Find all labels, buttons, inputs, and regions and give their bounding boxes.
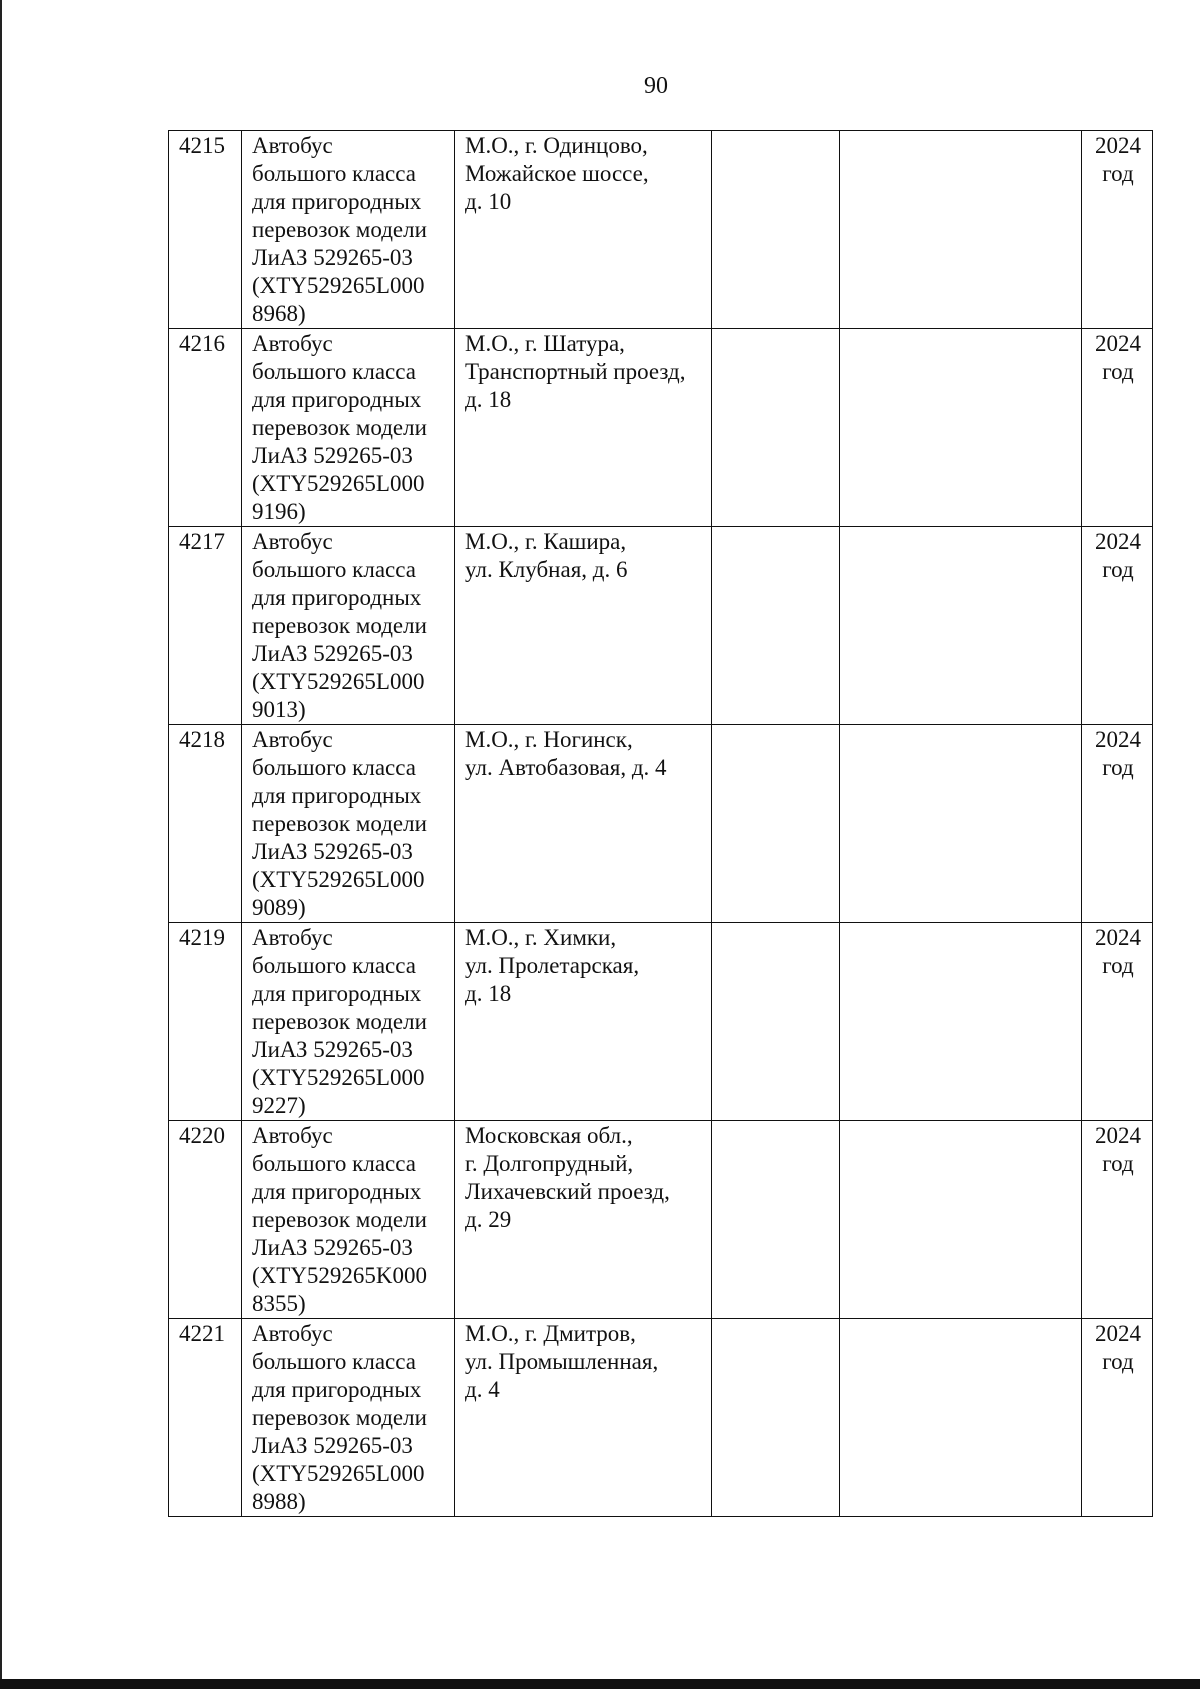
vehicle-registry-table bbox=[168, 130, 1153, 1517]
address-cell: М.О., г. Кашира, ул. Клубная, д. 6 bbox=[455, 527, 712, 725]
row-number-cell: 4219 bbox=[169, 923, 242, 1121]
row-number-cell: 4216 bbox=[169, 329, 242, 527]
empty-cell bbox=[840, 725, 1082, 923]
page-number: 90 bbox=[644, 73, 668, 99]
empty-cell bbox=[840, 131, 1082, 329]
vehicle-name-cell: Автобус большого класса для пригородных перевозок модели ЛиАЗ 529265-03 (XTY529265L000 8968) bbox=[242, 131, 455, 329]
empty-cell bbox=[712, 329, 840, 527]
vehicle-name-cell: Автобус большого класса для пригородных перевозок модели ЛиАЗ 529265-03 (XTY529265L000 8988) bbox=[242, 1319, 455, 1517]
empty-cell bbox=[712, 725, 840, 923]
vehicle-name-cell: Автобус большого класса для пригородных перевозок модели ЛиАЗ 529265-03 (XTY529265L000 9013) bbox=[242, 527, 455, 725]
empty-cell bbox=[840, 329, 1082, 527]
empty-cell bbox=[712, 923, 840, 1121]
year-cell: 2024 год bbox=[1082, 725, 1153, 923]
table-row bbox=[169, 923, 1153, 1121]
year-cell: 2024 год bbox=[1082, 527, 1153, 725]
address-cell: М.О., г. Одинцово, Можайское шоссе, д. 10 bbox=[455, 131, 712, 329]
vehicle-name-cell: Автобус большого класса для пригородных перевозок модели ЛиАЗ 529265-03 (XTY529265L000 9227) bbox=[242, 923, 455, 1121]
vehicle-name-cell: Автобус большого класса для пригородных перевозок модели ЛиАЗ 529265-03 (XTY529265K000 8355) bbox=[242, 1121, 455, 1319]
row-number-cell: 4218 bbox=[169, 725, 242, 923]
empty-cell bbox=[712, 527, 840, 725]
empty-cell bbox=[840, 1121, 1082, 1319]
empty-cell bbox=[840, 923, 1082, 1121]
address-cell: М.О., г. Химки, ул. Пролетарская, д. 18 bbox=[455, 923, 712, 1121]
address-cell: Московская обл., г. Долгопрудный, Лихачевский проезд, д. 29 bbox=[455, 1121, 712, 1319]
table-row bbox=[169, 527, 1153, 725]
scan-left-edge bbox=[0, 0, 2, 1689]
row-number-cell: 4217 bbox=[169, 527, 242, 725]
table-row bbox=[169, 329, 1153, 527]
table-row bbox=[169, 1121, 1153, 1319]
year-cell: 2024 год bbox=[1082, 1319, 1153, 1517]
table-row bbox=[169, 725, 1153, 923]
address-cell: М.О., г. Шатура, Транспортный проезд, д. 18 bbox=[455, 329, 712, 527]
scan-bottom-edge bbox=[0, 1679, 1200, 1689]
table-row bbox=[169, 1319, 1153, 1517]
year-cell: 2024 год bbox=[1082, 1121, 1153, 1319]
row-number-cell: 4221 bbox=[169, 1319, 242, 1517]
year-cell: 2024 год bbox=[1082, 329, 1153, 527]
address-cell: М.О., г. Ногинск, ул. Автобазовая, д. 4 bbox=[455, 725, 712, 923]
vehicle-name-cell: Автобус большого класса для пригородных перевозок модели ЛиАЗ 529265-03 (XTY529265L000 9089) bbox=[242, 725, 455, 923]
year-cell: 2024 год bbox=[1082, 131, 1153, 329]
empty-cell bbox=[840, 1319, 1082, 1517]
empty-cell bbox=[712, 131, 840, 329]
empty-cell bbox=[712, 1319, 840, 1517]
year-cell: 2024 год bbox=[1082, 923, 1153, 1121]
vehicle-name-cell: Автобус большого класса для пригородных перевозок модели ЛиАЗ 529265-03 (XTY529265L000 9196) bbox=[242, 329, 455, 527]
row-number-cell: 4215 bbox=[169, 131, 242, 329]
address-cell: М.О., г. Дмитров, ул. Промышленная, д. 4 bbox=[455, 1319, 712, 1517]
row-number-cell: 4220 bbox=[169, 1121, 242, 1319]
empty-cell bbox=[712, 1121, 840, 1319]
empty-cell bbox=[840, 527, 1082, 725]
table-row bbox=[169, 131, 1153, 329]
